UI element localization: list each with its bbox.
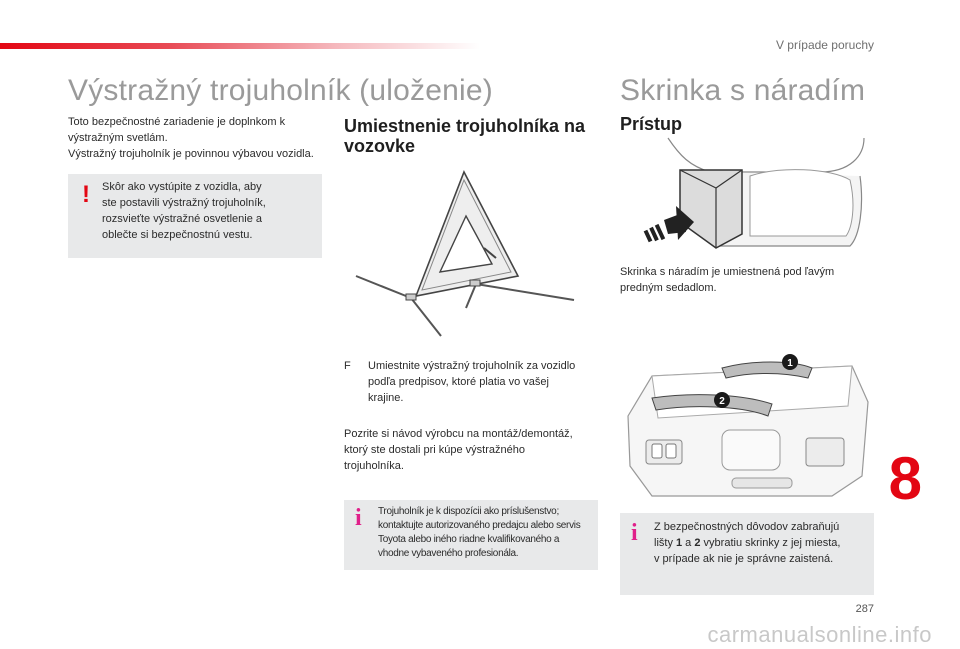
seat-outline <box>668 138 864 172</box>
note-line: ktorý ste dostali pri kúpe výstražného <box>344 444 525 456</box>
accessory-info-box <box>344 500 598 570</box>
description-line: Skrinka s náradím je umiestnená pod ľavým <box>620 266 835 278</box>
triangle-leg <box>356 276 411 298</box>
note-line: trojuholníka. <box>344 460 404 472</box>
warning-line: oblečte si bezpečnostnú vestu. <box>102 229 253 241</box>
warning-line: Skôr ako vystúpite z vozidla, aby <box>102 181 262 193</box>
tray-socket <box>806 438 844 466</box>
note-line: Pozrite si návod výrobcu na montáž/demontáž, <box>344 428 573 440</box>
safety-text: a <box>682 537 695 549</box>
placement-heading-line: vozovke <box>344 136 416 156</box>
intro-line: Toto bezpečnostné zariadenie je doplnkom k <box>68 116 286 128</box>
page-number: 287 <box>855 603 874 615</box>
seat-cushion <box>750 170 853 236</box>
warning-box <box>68 174 322 258</box>
info-line: kontaktujte autorizovaného predajcu alebo servis <box>378 520 581 531</box>
section-label: V prípade poruchy <box>775 38 874 52</box>
info-line: Trojuholník je k dispozícii ako príslušenstvo; <box>378 506 559 517</box>
strap-ref-1: 1 <box>676 537 683 549</box>
toolbox-description <box>620 264 880 296</box>
safety-text: vybratiu skrinky z jej miesta, <box>700 537 841 549</box>
step-line: Umiestnite výstražný trojuholník za vozidlo <box>368 360 576 372</box>
info-icon: i <box>355 505 362 531</box>
toolbox-title: Skrinka s náradím <box>620 74 866 107</box>
warning-line: ste postavili výstražný trojuholník, <box>102 197 266 209</box>
header-accent-bar <box>0 43 480 49</box>
seat-toolbox-illustration <box>620 136 870 260</box>
chapter-number: 8 <box>888 445 922 512</box>
step-line: krajine. <box>368 392 404 404</box>
step-text <box>368 358 604 406</box>
intro-text <box>68 114 328 162</box>
safety-text: lišty <box>654 537 676 549</box>
triangle-foot <box>470 280 480 286</box>
safety-line <box>654 535 870 551</box>
tray-handle <box>732 478 792 488</box>
access-heading: Prístup <box>620 114 683 134</box>
warning-line: rozsvieťte výstražné osvetlenie a <box>102 213 263 225</box>
callout-1 <box>782 354 798 370</box>
warning-triangle-illustration <box>346 166 596 346</box>
toolbox-detail-illustration <box>622 346 874 500</box>
intro-line: Výstražný trojuholník je povinnou výbavou vozidla. <box>68 148 314 160</box>
triangle-foot <box>406 294 416 300</box>
toolbox-box <box>680 170 742 248</box>
intro-line: výstražným svetlám. <box>68 132 168 144</box>
triangle-leg <box>411 298 441 336</box>
safety-line: Z bezpečnostných dôvodov zabraňujú <box>654 521 840 533</box>
description-line: predným sedadlom. <box>620 282 717 294</box>
page-title: Výstražný trojuholník (uloženie) <box>68 74 493 107</box>
info-icon: i <box>631 520 638 546</box>
triangle-leg <box>476 284 574 300</box>
safety-info-box <box>620 513 874 595</box>
callout-1-label: 1 <box>787 358 793 369</box>
info-line: vhodne vybaveného profesionála. <box>378 548 519 559</box>
step-line: podľa predpisov, ktoré platia vo vašej <box>368 376 549 388</box>
tray-socket-slot <box>666 444 676 458</box>
placement-heading-line: Umiestnenie trojuholníka na <box>344 116 586 136</box>
safety-line: v prípade ak nie je správne zaistená. <box>654 553 834 565</box>
callout-2 <box>714 392 730 408</box>
step-bullet: F <box>344 360 351 372</box>
callout-2-label: 2 <box>719 396 725 407</box>
warning-icon: ! <box>82 181 90 208</box>
triangle-leg <box>466 284 476 308</box>
manufacturer-note <box>344 426 604 474</box>
tray-socket <box>646 440 682 464</box>
safety-info-text <box>654 519 870 567</box>
tray-socket-slot <box>652 444 662 458</box>
warning-text <box>102 179 312 243</box>
tray-center-bay <box>722 430 780 470</box>
placement-heading <box>344 116 604 156</box>
strap-ref-2: 2 <box>694 537 701 549</box>
accessory-info-text <box>378 505 594 561</box>
info-line: Toyota alebo iného riadne kvalifikovaného a <box>378 534 560 545</box>
watermark: carmanualsonline.info <box>707 622 932 647</box>
